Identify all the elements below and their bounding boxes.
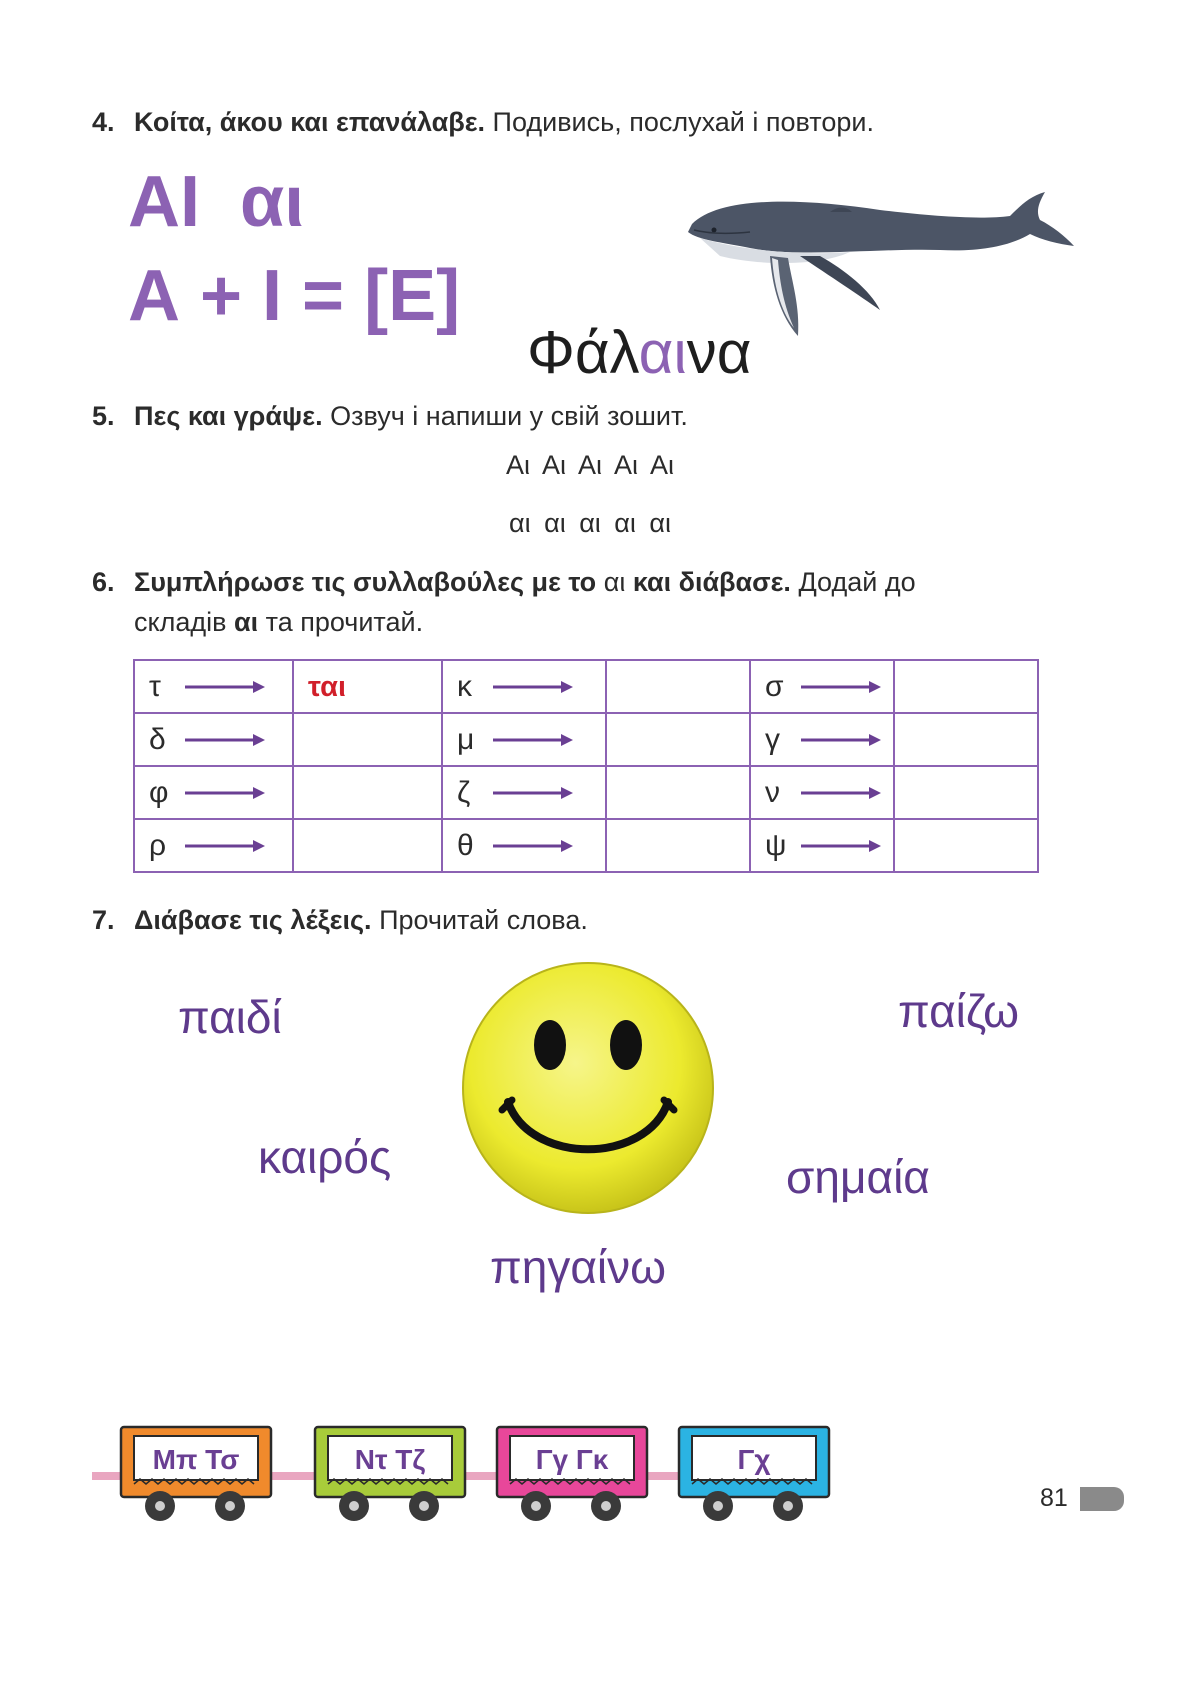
answer-cell[interactable]	[293, 819, 442, 872]
answer-text	[294, 777, 308, 809]
wagon-label: Ντ Τζ	[354, 1444, 426, 1475]
syllable-table	[133, 659, 1039, 873]
answer-text	[607, 671, 621, 703]
table-row	[134, 819, 1038, 872]
answer-text	[294, 830, 308, 862]
syllable-letter: σ	[765, 669, 784, 703]
answer-cell[interactable]	[894, 766, 1038, 819]
exercise-4-title: 4. Κοίτα, άκου και επανάλαβε. Подивись, послухай і повтори.	[92, 107, 874, 137]
letter-cell	[134, 819, 293, 872]
answer-text	[895, 777, 909, 809]
whale-word: Φάλαινα	[527, 319, 752, 386]
answer-text: ται	[308, 670, 347, 703]
letter-cell	[442, 713, 606, 766]
arrow-right-icon	[799, 836, 883, 856]
word-simaia: σημαία	[786, 1151, 930, 1203]
arrow-right-icon	[799, 730, 883, 750]
arrow-right-icon	[183, 783, 267, 803]
arrow-right-icon	[799, 783, 883, 803]
page-number: 81	[1040, 1484, 1068, 1512]
syllable-letter: τ	[149, 669, 161, 703]
answer-cell[interactable]	[606, 660, 750, 713]
table-row	[134, 713, 1038, 766]
exercise-6-title: 6. Συμπλήρωσε τις συλλαβούλες με το αι και διάβασε. Додай до складів αι та прочитай.	[92, 567, 916, 637]
answer-text	[607, 724, 621, 756]
arrow-right-icon	[491, 730, 575, 750]
arrow-right-icon	[491, 677, 575, 697]
word-paidi: παιδί	[178, 991, 282, 1043]
syllable-letter: κ	[457, 669, 472, 703]
wagon-label: Μπ Τσ	[152, 1444, 240, 1475]
letter-cell	[134, 660, 293, 713]
answer-cell[interactable]	[606, 819, 750, 872]
answer-cell[interactable]	[894, 713, 1038, 766]
letter-cell	[442, 819, 606, 872]
letter-cell	[750, 660, 894, 713]
arrow-right-icon	[183, 730, 267, 750]
practice-lower: αι αι αι αι αι	[508, 508, 672, 538]
word-kairos: καιρός	[258, 1131, 392, 1183]
answer-text	[895, 671, 909, 703]
arrow-right-icon	[491, 783, 575, 803]
train-wagon	[676, 1424, 832, 1524]
letter-cell	[750, 713, 894, 766]
syllable-letter: γ	[765, 722, 780, 756]
letter-cell	[134, 766, 293, 819]
practice-upper: Αι Αι Αι Αι Αι	[505, 450, 675, 480]
word-paizo: παίζω	[898, 985, 1020, 1037]
syllable-letter: ζ	[457, 775, 471, 809]
answer-cell[interactable]	[293, 660, 442, 713]
letter-cell	[750, 819, 894, 872]
smiley-face-icon	[460, 960, 716, 1216]
exercise-5-title: 5. Πες και γράψε. Озвуч і напиши у свій зошит.	[92, 401, 688, 431]
arrow-right-icon	[799, 677, 883, 697]
answer-cell[interactable]	[606, 713, 750, 766]
letter-cell	[442, 660, 606, 713]
arrow-right-icon	[183, 677, 267, 697]
table-row	[134, 766, 1038, 819]
answer-text	[607, 830, 621, 862]
answer-cell[interactable]	[293, 766, 442, 819]
syllable-letter: ρ	[149, 828, 167, 862]
letter-cell	[442, 766, 606, 819]
arrow-right-icon	[491, 836, 575, 856]
table-row	[134, 660, 1038, 713]
exercise-7-title: 7. Διάβασε τις λέξεις. Прочитай слова.	[92, 905, 588, 935]
letter-cell	[134, 713, 293, 766]
letter-pair-ai: ΑΙ αι	[128, 162, 305, 242]
syllable-letter: δ	[149, 722, 166, 756]
page-tab	[1080, 1487, 1124, 1511]
wagon-label: Γγ Γκ	[535, 1444, 609, 1475]
syllable-letter: φ	[149, 775, 169, 809]
answer-text	[607, 777, 621, 809]
answer-cell[interactable]	[894, 819, 1038, 872]
word-pigaino: πηγαίνω	[490, 1241, 667, 1293]
syllable-letter: ν	[765, 775, 780, 809]
train-wagon	[312, 1424, 468, 1524]
answer-cell[interactable]	[293, 713, 442, 766]
letter-equation: Α + Ι = [Ε]	[128, 256, 461, 336]
answer-cell[interactable]	[606, 766, 750, 819]
syllable-letter: θ	[457, 828, 474, 862]
letter-cell	[750, 766, 894, 819]
answer-text	[895, 724, 909, 756]
syllable-letter: μ	[457, 722, 475, 756]
arrow-right-icon	[183, 836, 267, 856]
train-wagon	[494, 1424, 650, 1524]
train-wagon	[118, 1424, 274, 1524]
answer-cell[interactable]	[894, 660, 1038, 713]
wagon-label: Γχ	[737, 1444, 771, 1475]
answer-text	[294, 724, 308, 756]
answer-text	[895, 830, 909, 862]
syllable-letter: ψ	[765, 828, 787, 862]
